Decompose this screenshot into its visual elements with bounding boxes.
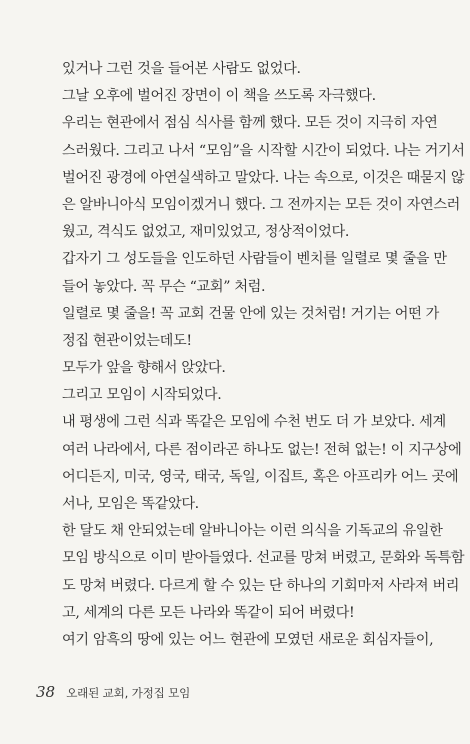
- text-line: 그리고 모임이 시작되었다.: [62, 387, 222, 404]
- text-line: 정집 현관이었는데도!: [62, 332, 192, 349]
- page-number: 38: [36, 683, 56, 701]
- text-line: 내 평생에 그런 식과 똑같은 모임에 수천 번도 더 가 보았다. 세계: [62, 414, 446, 431]
- text-line: 서나, 모임은 똑같았다.: [62, 496, 199, 512]
- text-line: 고, 세계의 다른 모든 나라와 똑같이 되어 버렸다!: [62, 604, 355, 621]
- text-line: 어디든지, 미국, 영국, 태국, 독일, 이집트, 혹은 아프리카 어느 곳에: [62, 468, 459, 485]
- text-line: 모임 방식으로 이미 받아들였다. 선교를 망쳐 버렸고, 문화와 독특함: [62, 550, 465, 567]
- text-line: 그날 오후에 벌어진 장면이 이 책을 쓰도록 자극했다.: [62, 88, 376, 105]
- page-footer: [36, 681, 190, 703]
- text-line: 여러 나라에서, 다른 점이라곤 하나도 없는! 전혀 없는! 이 지구상에: [62, 441, 462, 458]
- text-line: 스러웠다. 그리고 나서 “모임”을 시작할 시간이 되었다. 나는 거기서: [62, 142, 465, 159]
- text-line: 은 알바니아식 모임이겠거니 했다. 그 전까지는 모든 것이 자연스러: [62, 196, 461, 213]
- text-line: 도 망쳐 버렸다. 다르게 할 수 있는 단 하나의 기회마저 사라져 버리: [62, 577, 460, 594]
- text-line: 일렬로 몇 줄을! 꼭 교회 건물 안에 있는 것처럼! 거기는 어떤 가: [62, 305, 439, 322]
- text-line: 여기 암흑의 땅에 있는 어느 현관에 모였던 새로운 회심자들이,: [62, 631, 434, 648]
- text-line: 한 달도 채 안되었는데 알바니아는 이런 의식을 기독교의 유일한: [62, 523, 443, 540]
- text-line: 웠고, 격식도 없었고, 재미있었고, 정상적이었다.: [62, 224, 350, 241]
- text-line: 들어 놓았다. 꼭 무슨 “교회” 처럼.: [62, 278, 266, 295]
- body-text: [62, 56, 465, 654]
- text-line: 벌어진 광경에 아연실색하고 말았다. 나는 속으로, 이것은 때묻지 않: [62, 169, 465, 186]
- text-line: 우리는 현관에서 점심 식사를 함께 했다. 모든 것이 지극히 자연: [62, 115, 438, 132]
- running-title: 오래된 교회, 가정집 모임: [66, 686, 191, 700]
- text-line: 갑자기 그 성도들을 인도하던 사람들이 벤치를 일렬로 몇 줄을 만: [62, 251, 447, 268]
- text-line: 모두가 앞을 향해서 앉았다.: [62, 360, 226, 377]
- text-line: 있거나 그런 것을 들어본 사람도 없었다.: [62, 61, 301, 77]
